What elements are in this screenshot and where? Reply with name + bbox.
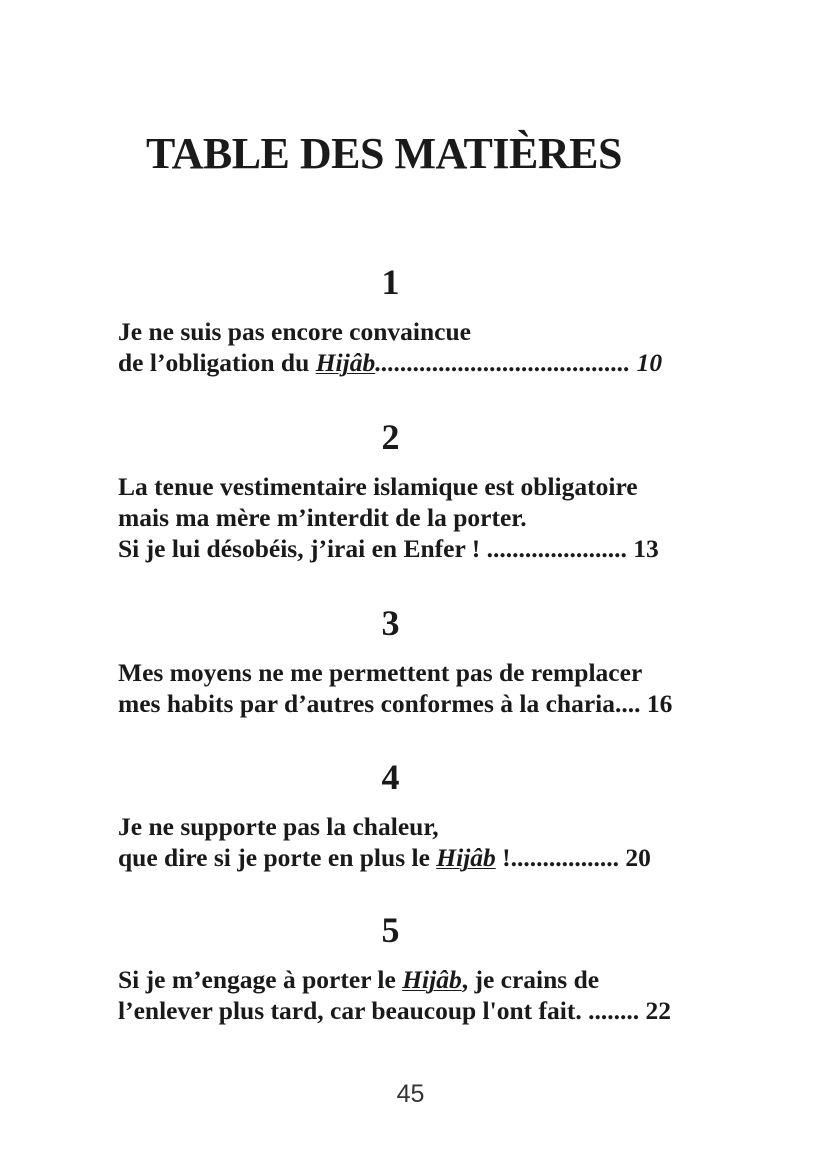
toc-entry-5 — [118, 910, 698, 1026]
chapter-title-line: mais ma mère m’interdit de la porter. — [118, 503, 527, 532]
page-number: 20 — [625, 843, 651, 872]
leader-dots: ...................... — [486, 534, 627, 563]
page-number: 16 — [646, 689, 673, 718]
chapter-title-line: Je ne supporte pas la chaleur, — [118, 812, 439, 841]
toc-entry-4 — [118, 757, 698, 873]
text-segment: Si je lui désobéis, j’irai en Enfer ! — [118, 534, 487, 563]
leader-dots: ........ — [588, 996, 640, 1025]
chapter-title-line — [118, 964, 698, 995]
page-number: 22 — [645, 996, 671, 1025]
leader-dots: .... — [615, 689, 641, 718]
chapter-title — [118, 657, 698, 719]
chapter-title-line — [118, 842, 698, 873]
chapter-title-line — [118, 347, 698, 378]
hijab-term: Hijâb — [315, 348, 376, 377]
text-segment: mes habits par d’autres conformes à la charia — [118, 689, 615, 718]
chapter-title — [118, 964, 698, 1026]
leader-dots: ................. — [510, 843, 620, 872]
chapter-number: 5 — [381, 910, 400, 950]
page-title: TABLE DES MATIÈRES — [146, 129, 622, 178]
text-segment: , je crains de — [461, 965, 600, 994]
chapter-number: 3 — [381, 603, 400, 643]
chapter-title — [118, 471, 698, 564]
toc-entry-1 — [118, 262, 698, 378]
folio-page-number: 45 — [396, 1080, 425, 1108]
chapter-title-line — [118, 995, 698, 1026]
chapter-title-line — [118, 688, 698, 719]
chapter-title — [118, 811, 698, 873]
hijab-term: Hijâb — [436, 843, 496, 872]
text-segment: de l’obligation du — [118, 348, 316, 377]
leader-dots: ........................................ — [375, 348, 631, 377]
toc-entry-3 — [118, 603, 698, 719]
chapter-title-line: La tenue vestimentaire islamique est obligatoire — [118, 472, 638, 501]
chapter-title-line — [118, 533, 698, 564]
text-segment: l’enlever plus tard, car beaucoup l'ont fait. — [118, 996, 589, 1025]
chapter-number: 4 — [381, 757, 400, 797]
toc-entry-2 — [118, 417, 698, 564]
text-segment: que dire si je porte en plus le — [118, 843, 437, 872]
chapter-number: 2 — [381, 417, 400, 457]
chapter-title-line: Mes moyens ne me permettent pas de remplacer — [118, 658, 643, 687]
chapter-number: 1 — [381, 262, 400, 302]
chapter-title — [118, 316, 698, 378]
chapter-title-line: Je ne suis pas encore convaincue — [118, 317, 471, 346]
page-number: 10 — [636, 348, 663, 377]
page-number: 13 — [633, 534, 659, 563]
text-segment: Si je m’engage à porter le — [118, 965, 403, 994]
hijab-term: Hijâb — [402, 965, 462, 994]
text-segment: ! — [495, 843, 511, 872]
